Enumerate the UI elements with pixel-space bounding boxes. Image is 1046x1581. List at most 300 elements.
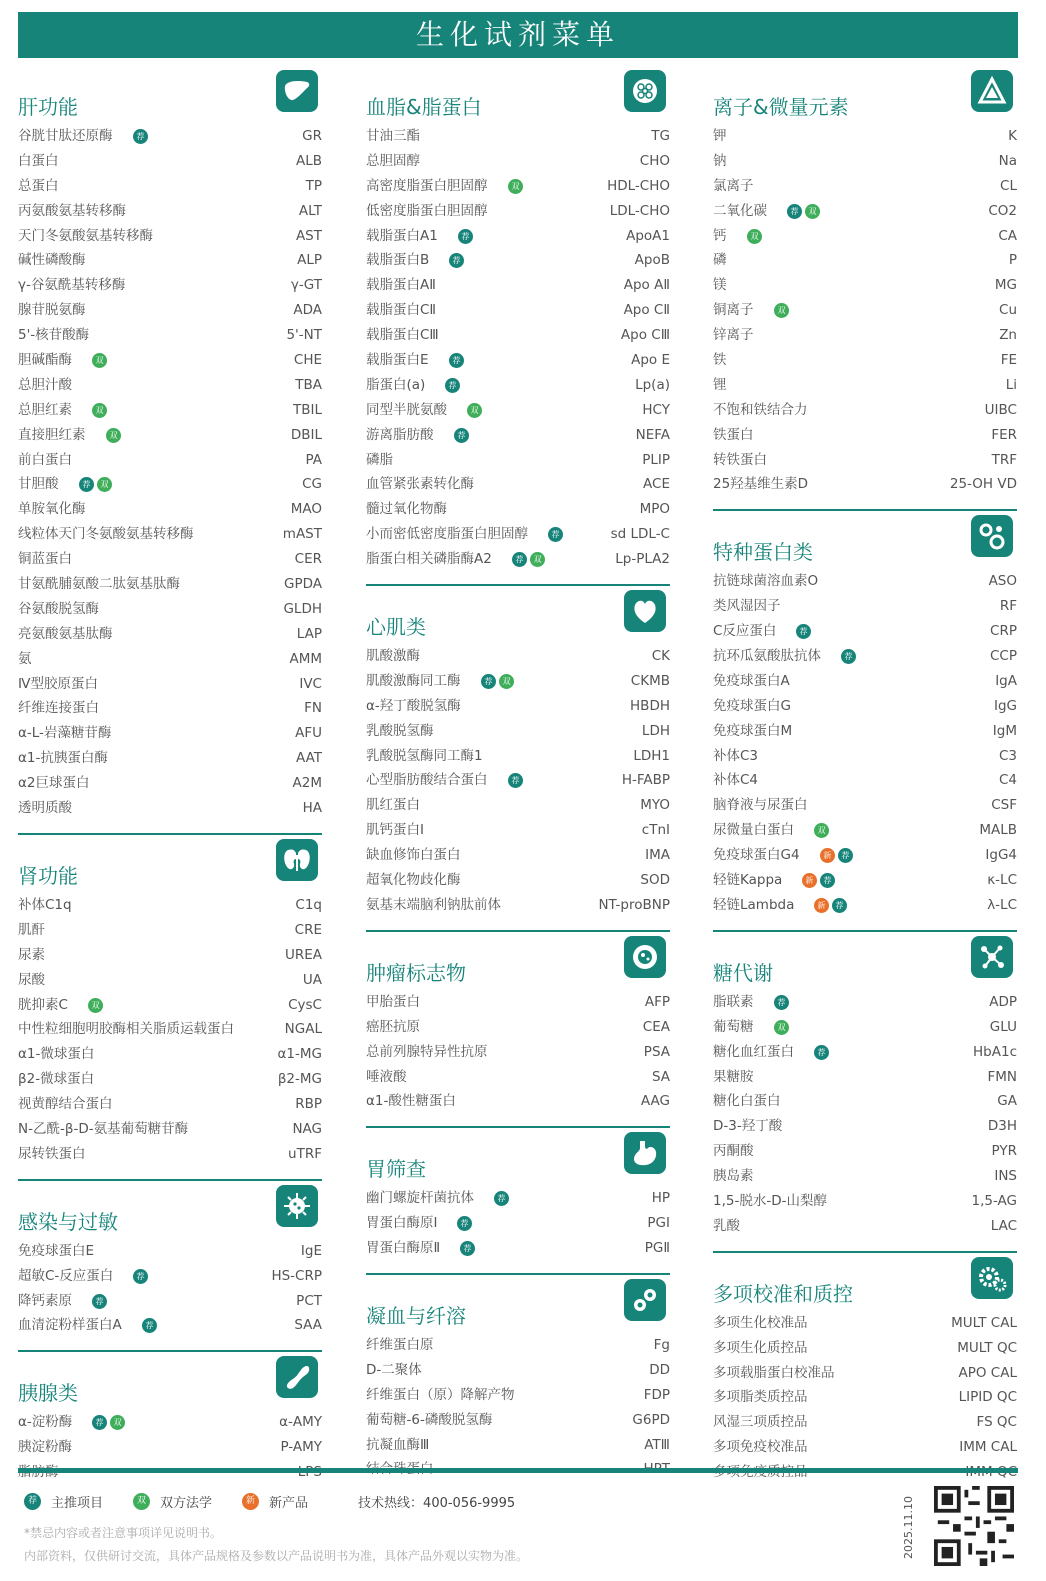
reagent-row-ldl-cho <box>366 199 670 224</box>
reagent-row-urea <box>18 943 322 968</box>
reagent-name: 总胆固醇 <box>366 152 420 169</box>
reagent-row-ctni <box>366 818 670 843</box>
reagent-name: 白蛋白 <box>18 152 59 169</box>
reagent-name: 血清淀粉样蛋白A <box>18 1317 122 1334</box>
reagent-name: Ⅳ型胶原蛋白 <box>18 675 98 692</box>
reagent-name: 总胆红素 <box>18 401 72 418</box>
reagent-abbr: NEFA <box>635 426 670 443</box>
rec-badge-icon: 荐 <box>494 1191 509 1206</box>
reagent-name: 氨 <box>18 650 32 667</box>
reagent-row-li <box>713 373 1017 398</box>
reagent-abbr: AFP <box>644 993 670 1010</box>
reagent-abbr: AFU <box>295 725 322 742</box>
reagent-row-gpda <box>18 572 322 597</box>
reagent-abbr: UREA <box>284 946 322 963</box>
reagent-name: 载脂蛋白CⅢ <box>366 327 439 344</box>
section-title: 肿瘤标志物 <box>366 960 466 985</box>
reagent-name: 免疫球蛋白G <box>713 697 791 714</box>
reagent-row-apo-c <box>366 323 670 348</box>
reagent-row-lc <box>713 893 1017 918</box>
reagent-abbr: C3 <box>998 747 1017 764</box>
reagent-row-alp <box>18 248 322 273</box>
reagent-row-ace <box>366 472 670 497</box>
reagent-name: 5'-核苷酸酶 <box>18 327 90 344</box>
section-header <box>18 1352 322 1410</box>
reagent-name: 糖化血红蛋白 <box>713 1043 794 1060</box>
column-3 <box>713 66 1017 1499</box>
reagent-name: 丙酮酸 <box>713 1143 754 1160</box>
reagent-name: 线粒体天门冬氨酸氨基转移酶 <box>18 526 194 543</box>
reagent-abbr: SOD <box>640 872 670 889</box>
reagent-name: β2-微球蛋白 <box>18 1071 95 1088</box>
reagent-abbr: PYR <box>991 1143 1017 1160</box>
reagent-abbr: mAST <box>282 526 322 543</box>
reagent-name: 钾 <box>713 128 727 144</box>
rec-badge-icon: 荐 <box>133 1269 148 1284</box>
badge-group <box>142 1318 157 1333</box>
reagent-abbr: FER <box>991 426 1017 443</box>
reagent-abbr: Apo E <box>631 352 670 369</box>
reagent-name: 尿酸 <box>18 971 45 988</box>
reagent-name: 直接胆红素 <box>18 426 86 443</box>
reagent-abbr: HS-CRP <box>271 1267 322 1284</box>
badge-group <box>814 898 847 913</box>
section-header <box>366 66 670 124</box>
rec-badge-icon: 荐 <box>457 1216 472 1231</box>
reagent-row-c3 <box>713 744 1017 769</box>
reagent-name: 免疫球蛋白E <box>18 1242 95 1259</box>
reagent-row-myo <box>366 793 670 818</box>
reagent-row-mao <box>18 497 322 522</box>
rec-badge-icon: 荐 <box>24 1493 41 1510</box>
reagent-row-imm-cal <box>713 1435 1017 1460</box>
reagent-name: 载脂蛋白CⅡ <box>366 302 437 319</box>
reagent-abbr: 25-OH VD <box>949 476 1017 493</box>
rec-badge-icon: 荐 <box>133 129 148 144</box>
dual-badge-icon: 双 <box>814 823 829 838</box>
reagent-abbr: ACE <box>643 476 670 493</box>
reagent-abbr: TP <box>305 177 322 194</box>
section-3-4 <box>713 1253 1017 1499</box>
reagent-row-tbil <box>18 398 322 423</box>
section-title: 肝功能 <box>18 95 78 119</box>
reagent-abbr: GA <box>997 1093 1017 1110</box>
lipid-cells-icon <box>624 70 666 112</box>
reagent-row-adp <box>713 990 1017 1015</box>
section-2-4 <box>366 1128 670 1275</box>
reagent-name: 二氧化碳 <box>713 202 767 219</box>
reagent-name: 脂蛋白相关磷脂酶A2 <box>366 551 492 568</box>
reagent-row-cho <box>366 149 670 174</box>
reagent-name: 癌胚抗原 <box>366 1018 420 1035</box>
reagent-row-ast <box>18 224 322 249</box>
reagent-name: 碱性磷酸酶 <box>18 252 86 269</box>
rec-badge-icon: 荐 <box>454 428 469 443</box>
badge-group <box>454 428 469 443</box>
reagent-abbr: C1q <box>295 896 322 913</box>
dual-badge-icon: 双 <box>747 229 762 244</box>
reagent-abbr: IVC <box>299 675 322 692</box>
reagent-abbr: GR <box>302 128 322 144</box>
reagent-abbr: Na <box>998 152 1017 169</box>
reagent-row-pct <box>18 1289 322 1314</box>
reagent-row-iga <box>713 669 1017 694</box>
reagent-name: 类风湿因子 <box>713 598 781 615</box>
reagent-name: 血管紧张素转化酶 <box>366 476 474 493</box>
reagent-abbr: ALB <box>295 152 322 169</box>
badge-group <box>814 1045 829 1060</box>
reagent-name: 抗环瓜氨酸肽抗体 <box>713 648 821 665</box>
badge-group <box>92 403 107 418</box>
rec-badge-icon: 荐 <box>512 552 527 567</box>
reagent-row-igg <box>713 694 1017 719</box>
reagent-name: 多项脂类质控品 <box>713 1389 808 1406</box>
reagent-row-ima <box>366 843 670 868</box>
legend-new-label: 新产品 <box>269 1496 309 1511</box>
section-1-3 <box>18 1181 322 1353</box>
reagent-row-g6pd <box>366 1408 670 1433</box>
badge-group <box>445 378 460 393</box>
reagent-name: 尿转铁蛋白 <box>18 1145 86 1162</box>
reagent-row-cre <box>18 918 322 943</box>
reagent-row-csf <box>713 793 1017 818</box>
reagent-abbr: H-FABP <box>621 772 670 789</box>
legend-dual-label: 双方法学 <box>160 1496 213 1511</box>
section-title: 特种蛋白类 <box>713 540 813 565</box>
reagent-abbr: ADA <box>293 302 322 319</box>
reagent-name: 多项免疫校准品 <box>713 1439 808 1456</box>
reagent-row-25-oh-vd <box>713 472 1017 497</box>
reagent-name: 单胺氧化酶 <box>18 501 86 518</box>
reagent-name: 多项生化校准品 <box>713 1314 808 1331</box>
reagent-name: 多项载脂蛋白校准品 <box>713 1364 835 1381</box>
badge-group <box>92 1415 125 1430</box>
reagent-abbr: INS <box>994 1168 1017 1185</box>
reagent-row-utrf <box>18 1142 322 1167</box>
reagent-row-cg <box>18 472 322 497</box>
reagent-abbr: PGⅡ <box>644 1240 670 1257</box>
reagent-name: 心型脂肪酸结合蛋白 <box>366 772 488 789</box>
reagent-row-hs-crp <box>18 1264 322 1289</box>
reagent-abbr: Cu <box>999 302 1017 319</box>
reagent-row-fg <box>366 1333 670 1358</box>
reagent-name: 游离脂肪酸 <box>366 426 434 443</box>
reagent-abbr: DD <box>649 1361 670 1378</box>
page-title: 生化试剂菜单 <box>18 12 1018 58</box>
reagent-abbr: D3H <box>987 1118 1017 1135</box>
reagent-name: 磷 <box>713 252 727 269</box>
reagent-name: 肌酸激酶 <box>366 648 420 665</box>
reagent-row-2-mg <box>18 1067 322 1092</box>
reagent-row-1-5-ag <box>713 1189 1017 1214</box>
section-3-3 <box>713 932 1017 1253</box>
reagent-abbr: Apo AⅡ <box>623 277 670 294</box>
legend-rec-label: 主推项目 <box>51 1496 104 1511</box>
reagent-row-c4 <box>713 768 1017 793</box>
section-header <box>366 586 670 644</box>
badge-group <box>481 674 514 689</box>
reagent-name: α1-微球蛋白 <box>18 1046 95 1063</box>
reagent-name: α1-酸性糖蛋白 <box>366 1093 456 1110</box>
item-list <box>18 893 322 1181</box>
badge-group <box>774 1020 789 1035</box>
badge-group <box>796 624 811 639</box>
dual-badge-icon: 双 <box>88 998 103 1013</box>
badge-group <box>449 353 464 368</box>
reagent-abbr: ApoA1 <box>626 227 670 244</box>
reagent-abbr: RBP <box>295 1096 322 1113</box>
dual-badge-icon: 双 <box>467 403 482 418</box>
dual-badge-icon: 双 <box>106 428 121 443</box>
reagent-row-fmn <box>713 1065 1017 1090</box>
dual-badge-icon: 双 <box>499 674 514 689</box>
section-2-3 <box>366 932 670 1128</box>
reagent-abbr: λ-LC <box>987 896 1017 913</box>
reagent-row-ada <box>18 298 322 323</box>
reagent-abbr: MYO <box>640 797 670 814</box>
reagent-name: 甘氨酰脯氨酸二肽氨基肽酶 <box>18 576 180 593</box>
badge-group <box>508 179 523 194</box>
dual-badge-icon: 双 <box>530 552 545 567</box>
dual-badge-icon: 双 <box>110 1415 125 1430</box>
section-header <box>18 1181 322 1239</box>
reagent-name: 铜蓝蛋白 <box>18 551 72 568</box>
reagent-name: 锌离子 <box>713 327 754 344</box>
blood-cells-icon <box>624 1279 666 1321</box>
reagent-row-uibc <box>713 398 1017 423</box>
reagent-abbr: CRE <box>294 921 322 938</box>
reagent-row-igg4 <box>713 843 1017 868</box>
reagent-name: 载脂蛋白B <box>366 252 430 269</box>
reagent-row-plip <box>366 448 670 473</box>
reagent-row-d3h <box>713 1114 1017 1139</box>
badge-group <box>92 353 107 368</box>
dual-badge-icon: 双 <box>97 477 112 492</box>
reagent-abbr: Apo CⅢ <box>620 327 670 344</box>
reagent-row-amm <box>18 647 322 672</box>
reagent-abbr: HbA1c <box>973 1043 1017 1060</box>
reagent-abbr: FE <box>1000 352 1017 369</box>
reagent-name: 丙氨酸氨基转移酶 <box>18 202 126 219</box>
badge-group <box>802 873 835 888</box>
item-list <box>366 124 670 586</box>
reagent-abbr: FDP <box>643 1386 670 1403</box>
reagent-row-alt <box>18 199 322 224</box>
legend <box>24 1492 515 1511</box>
reagent-row-ins <box>713 1164 1017 1189</box>
reagent-row-mast <box>18 522 322 547</box>
reagent-abbr: RF <box>999 598 1017 615</box>
reagent-name: 铜离子 <box>713 302 754 319</box>
reagent-abbr: IMA <box>645 847 670 864</box>
reagent-abbr: K <box>1008 128 1017 144</box>
reagent-name: 中性粒细胞明胶酶相关脂质运载蛋白 <box>18 1021 234 1038</box>
reagent-row-hbdh <box>366 694 670 719</box>
badge-group <box>106 428 121 443</box>
reagent-name: γ-谷氨酰基转移酶 <box>18 277 126 294</box>
reagent-abbr: C4 <box>998 772 1017 789</box>
reagent-name: 髓过氧化物酶 <box>366 501 447 518</box>
reagent-abbr: uTRF <box>288 1145 322 1162</box>
reagent-abbr: TBA <box>295 376 322 393</box>
section-3-1 <box>713 66 1017 511</box>
reagent-row-lp-pla2 <box>366 547 670 572</box>
section-title: 糖代谢 <box>713 960 773 985</box>
reagent-name: 抗凝血酶Ⅲ <box>366 1436 430 1453</box>
reagent-row-ivc <box>18 672 322 697</box>
reagent-name: 25羟基维生素D <box>713 476 809 493</box>
reagent-name: α-L-岩藻糖苷酶 <box>18 725 112 742</box>
badge-group <box>841 649 856 664</box>
reagent-name: α-淀粉酶 <box>18 1414 73 1431</box>
reagent-name: 胰淀粉酶 <box>18 1439 72 1456</box>
reagent-row-apoa1 <box>366 224 670 249</box>
rec-badge-icon: 荐 <box>787 204 802 219</box>
reagent-row-afu <box>18 721 322 746</box>
reagent-row-lap <box>18 622 322 647</box>
reagent-name: 多项生化质控品 <box>713 1339 808 1356</box>
reagent-abbr: FMN <box>987 1068 1017 1085</box>
rec-badge-icon: 荐 <box>458 229 473 244</box>
reagent-row-pg <box>366 1236 670 1261</box>
section-title: 胰腺类 <box>18 1381 78 1406</box>
virus-icon <box>276 1185 318 1227</box>
badge-group <box>88 998 103 1013</box>
stomach-icon <box>624 1132 666 1174</box>
reagent-row-fe <box>713 348 1017 373</box>
reagent-abbr: CSF <box>991 797 1017 814</box>
rec-badge-icon: 荐 <box>445 378 460 393</box>
new-badge-icon: 新 <box>814 898 829 913</box>
badge-group <box>458 229 473 244</box>
reagent-row-psa <box>366 1040 670 1065</box>
section-3-2 <box>713 511 1017 931</box>
reagent-name: 脂联素 <box>713 993 754 1010</box>
dual-badge-icon: 双 <box>508 179 523 194</box>
reagent-name: α1-抗胰蛋白酶 <box>18 750 108 767</box>
qr-code-icon[interactable] <box>934 1486 1014 1566</box>
reagent-name: 乳酸脱氢酶 <box>366 722 434 739</box>
reagent-row-apo-cal <box>713 1361 1017 1386</box>
reagent-abbr: α-AMY <box>279 1414 322 1431</box>
reagent-abbr: AAT <box>295 750 322 767</box>
reagent-abbr: HA <box>302 800 322 817</box>
reagent-name: α2巨球蛋白 <box>18 775 90 792</box>
reagent-row-sd-ldl-c <box>366 522 670 547</box>
reagent-abbr: HP <box>651 1190 670 1207</box>
rec-badge-icon: 荐 <box>142 1318 157 1333</box>
reagent-row-ngal <box>18 1017 322 1042</box>
rec-badge-icon: 荐 <box>92 1415 107 1430</box>
reagent-abbr: CKMB <box>630 672 670 689</box>
column-1 <box>18 66 322 1499</box>
reagent-abbr: DBIL <box>290 426 322 443</box>
item-list <box>366 644 670 932</box>
reagent-row-ccp <box>713 644 1017 669</box>
reagent-row-dbil <box>18 423 322 448</box>
reagent-abbr: HCY <box>642 401 670 418</box>
reagent-name: 肌红蛋白 <box>366 797 420 814</box>
reagent-name: 超敏C-反应蛋白 <box>18 1267 114 1284</box>
reagent-name: 总蛋白 <box>18 177 59 194</box>
reagent-name: 前白蛋白 <box>18 451 72 468</box>
reagent-abbr: FS QC <box>976 1414 1017 1431</box>
reagent-name: 载脂蛋白A1 <box>366 227 438 244</box>
section-header <box>713 1253 1017 1311</box>
rec-badge-icon: 荐 <box>481 674 496 689</box>
section-title: 心肌类 <box>366 615 426 640</box>
reagent-abbr: UIBC <box>984 401 1017 418</box>
reagent-row-afp <box>366 990 670 1015</box>
reagent-row-aag <box>366 1089 670 1114</box>
reagent-abbr: MPO <box>639 501 670 518</box>
reagent-abbr: LIPID QC <box>958 1389 1017 1406</box>
reagent-name: 谷氨酸脱氢酶 <box>18 600 99 617</box>
badge-group <box>79 477 112 492</box>
reagent-abbr: NGAL <box>284 1021 322 1038</box>
item-list <box>713 569 1017 931</box>
reagent-row-ca <box>713 224 1017 249</box>
rec-badge-icon: 荐 <box>832 898 847 913</box>
reagent-row-ha <box>18 796 322 821</box>
reagent-name: 葡萄糖 <box>713 1018 754 1035</box>
reagent-name: 超氧化物歧化酶 <box>366 872 461 889</box>
rec-badge-icon: 荐 <box>508 773 523 788</box>
rec-badge-icon: 荐 <box>838 848 853 863</box>
legend-rec <box>24 1492 103 1511</box>
dual-badge-icon: 双 <box>133 1493 150 1510</box>
reagent-name: 亮氨酸氨基肽酶 <box>18 625 113 642</box>
badge-group <box>494 1191 509 1206</box>
reagent-abbr: CO2 <box>988 202 1017 219</box>
reagent-abbr: IMM CAL <box>959 1439 1017 1456</box>
reagent-name: 肌钙蛋白I <box>366 822 424 839</box>
reagent-name: 免疫球蛋白G4 <box>713 847 800 864</box>
reagent-name: 葡萄糖-6-磷酸脱氢酶 <box>366 1411 493 1428</box>
badge-group <box>449 253 464 268</box>
dual-badge-icon: 双 <box>805 204 820 219</box>
reagent-row-hdl-cho <box>366 174 670 199</box>
reagent-abbr: SAA <box>294 1317 322 1334</box>
reagent-row-hp <box>366 1186 670 1211</box>
badge-group <box>774 995 789 1010</box>
reagent-name: 载脂蛋白AⅡ <box>366 277 436 294</box>
rec-badge-icon: 荐 <box>774 995 789 1010</box>
reagent-row-pyr <box>713 1139 1017 1164</box>
reagent-name: 转铁蛋白 <box>713 451 767 468</box>
reagent-abbr: CysC <box>288 996 322 1013</box>
badge-group <box>133 1269 148 1284</box>
dual-badge-icon: 双 <box>92 353 107 368</box>
reagent-abbr: CL <box>1000 177 1017 194</box>
gears-icon <box>971 1257 1013 1299</box>
rec-badge-icon: 荐 <box>449 253 464 268</box>
reagent-abbr: MULT CAL <box>951 1314 1017 1331</box>
reagent-abbr: G6PD <box>632 1411 670 1428</box>
reagent-abbr: γ-GT <box>290 277 322 294</box>
reagent-name: 天门冬氨酸氨基转移酶 <box>18 227 153 244</box>
reagent-row-nt-probnp <box>366 893 670 918</box>
reagent-row-amy <box>18 1410 322 1435</box>
reagent-row-hba1c <box>713 1040 1017 1065</box>
reagent-abbr: MALB <box>979 822 1017 839</box>
reagent-row-ldh1 <box>366 744 670 769</box>
reagent-abbr: GLU <box>989 1018 1017 1035</box>
reagent-row-pa <box>18 448 322 473</box>
reagent-abbr: LDH1 <box>633 747 670 764</box>
reagent-row-mult-qc <box>713 1336 1017 1361</box>
reagent-abbr: CCP <box>990 648 1017 665</box>
